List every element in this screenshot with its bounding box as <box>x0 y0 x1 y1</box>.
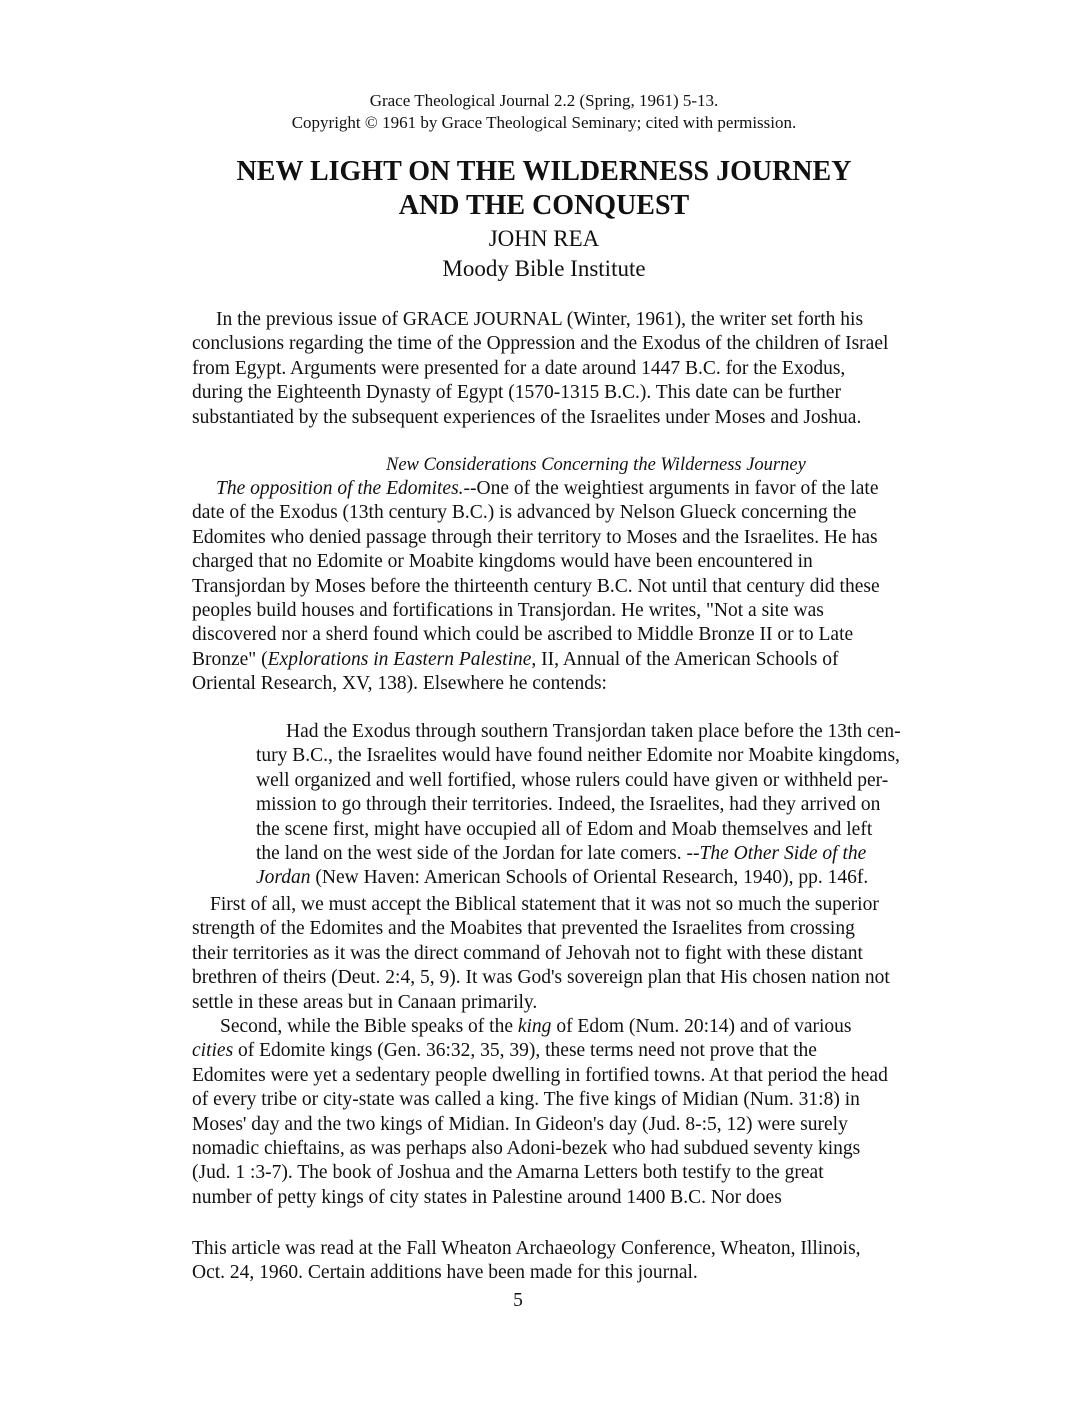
text-span: Second, while the Bible speaks of the <box>220 1016 518 1037</box>
journal-citation: Grace Theological Journal 2.2 (Spring, 1961) 5-13. <box>369 91 719 110</box>
footnote <box>192 1237 972 1286</box>
section-heading: New Considerations Concerning the Wilderness Journey <box>386 455 806 475</box>
page-number: 5 <box>513 1290 523 1311</box>
text-line: substantiated by the subsequent experiences of the Israelites under Moses and Joshua. <box>192 406 862 428</box>
text-span: Bronze" ( <box>192 648 268 670</box>
copyright-notice: Copyright © 1961 by Grace Theological Seminary; cited with permission. <box>291 113 797 132</box>
text-line: from Egypt. Arguments were presented for a date around 1447 B.C. for the Exodus, <box>192 357 846 379</box>
quote-line: well organized and well fortified, whose rulers could have given or withheld per- <box>256 769 889 791</box>
block-quote <box>256 720 956 891</box>
text-line: brethren of theirs (Deut. 2:4, 5, 9). It was God's sovereign plan that His chosen nation not <box>192 967 890 989</box>
text-line: charged that no Edomite or Moabite kingdoms would have been encountered in <box>192 551 813 573</box>
text-span: the land on the west side of the Jordan for late comers. -- <box>256 843 700 865</box>
text-line: In the previous issue of GRACE JOURNAL (Winter, 1961), the writer set forth his <box>216 309 864 330</box>
intro-paragraph <box>192 308 972 430</box>
quote-line <box>256 842 956 866</box>
text-line <box>192 648 972 672</box>
text-line: nomadic chieftains, as was perhaps also Adoni-bezek who had subdued seventy kings <box>192 1138 861 1160</box>
quote-line: the scene first, might have occupied all of Edom and Moab themselves and left <box>256 818 873 840</box>
text-span: of Edom (Num. 20:14) and of various <box>551 1016 852 1037</box>
quote-line <box>256 866 956 890</box>
book-title: Jordan <box>256 867 311 889</box>
text-line: strength of the Edomites and the Moabites that prevented the Israelites from crossing <box>192 918 855 940</box>
book-title: Explorations in Eastern Palestine <box>267 648 532 670</box>
text-line: during the Eighteenth Dynasty of Egypt (1570-1315 B.C.). This date can be further <box>192 382 841 404</box>
author-block <box>0 224 1088 284</box>
title-line-2: AND THE CONQUEST <box>398 190 690 221</box>
emphasis: cities <box>192 1040 234 1062</box>
author-name: JOHN REA <box>488 226 600 251</box>
text-span: , II, Annual of the American Schools of <box>531 648 839 670</box>
title-line-1: NEW LIGHT ON THE WILDERNESS JOURNEY <box>236 156 852 187</box>
text-line: conclusions regarding the time of the Oppression and the Exodus of the children of Israel <box>192 333 889 355</box>
text-line: Transjordan by Moses before the thirteenth century B.C. Not until that century did these <box>192 575 880 597</box>
subsection-heading: The opposition of the Edomites. <box>216 478 464 499</box>
text-line: First of all, we must accept the Biblical statement that it was not so much the superior <box>210 894 879 915</box>
text-span: --One of the weightiest arguments in favor of the late <box>463 478 879 499</box>
text-line: Edomites were yet a sedentary people dwelling in fortified towns. At that period the head <box>192 1064 888 1086</box>
text-line: discovered nor a sherd found which could be ascribed to Middle Bronze II or to Late <box>192 624 854 646</box>
text-span: of Edomite kings (Gen. 36:32, 35, 39), these terms need not prove that the <box>233 1040 817 1062</box>
text-line: Moses' day and the two kings of Midian. In Gideon's day (Jud. 8-:5, 12) were surely <box>192 1113 848 1135</box>
text-span: (New Haven: American Schools of Oriental Research, 1940), pp. 146f. <box>310 867 869 889</box>
quote-line: tury B.C., the Israelites would have found neither Edomite nor Moabite kingdoms, <box>256 745 900 767</box>
text-line: (Jud. 1 :3-7). The book of Joshua and the Amarna Letters both testify to the great <box>192 1162 824 1184</box>
text-line <box>192 477 972 501</box>
journal-header <box>0 90 1088 134</box>
emphasis: king <box>517 1016 552 1037</box>
footnote-line: This article was read at the Fall Wheaton Archaeology Conference, Wheaton, Illinois, <box>192 1238 861 1259</box>
text-line: number of petty kings of city states in Palestine around 1400 B.C. Nor does <box>192 1186 782 1208</box>
first-paragraph <box>192 893 972 1015</box>
second-paragraph <box>192 1015 972 1210</box>
author-affiliation: Moody Bible Institute <box>442 256 646 281</box>
text-line: settle in these areas but in Canaan primarily. <box>192 991 538 1013</box>
footnote-line: Oct. 24, 1960. Certain additions have been made for this journal. <box>192 1262 698 1284</box>
edomites-paragraph <box>192 477 972 697</box>
article-title <box>0 155 1088 223</box>
quote-line: Had the Exodus through southern Transjordan taken place before the 13th cen- <box>286 721 901 742</box>
text-line: peoples build houses and fortifications in Transjordan. He writes, "Not a site was <box>192 600 824 622</box>
text-line: their territories as it was the direct command of Jehovah not to fight with these distant <box>192 942 863 964</box>
text-line: Oriental Research, XV, 138). Elsewhere he contends: <box>192 673 607 695</box>
text-line <box>192 1015 972 1039</box>
quote-line: mission to go through their territories. Indeed, the Israelites, had they arrived on <box>256 794 881 816</box>
book-title: The Other Side of the <box>699 843 867 865</box>
text-line <box>192 1039 972 1063</box>
text-line: Edomites who denied passage through their territory to Moses and the Israelites. He has <box>192 526 878 548</box>
text-line: date of the Exodus (13th century B.C.) is advanced by Nelson Glueck concerning the <box>192 502 857 524</box>
text-line: of every tribe or city-state was called a king. The five kings of Midian (Num. 31:8) in <box>192 1089 860 1111</box>
